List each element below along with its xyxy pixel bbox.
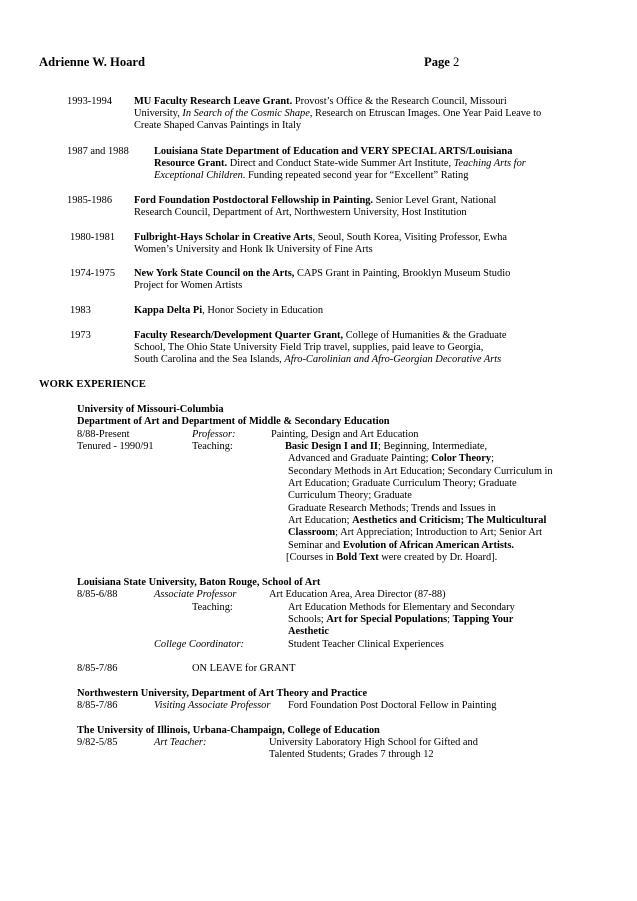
teaching-label: Teaching: — [192, 441, 233, 452]
grant-year: 1987 and 1988 — [67, 146, 129, 157]
course-text: Schools; — [288, 614, 327, 625]
grant-italic: Teaching Arts for — [453, 158, 526, 169]
institution-name: Northwestern University, Department of Art Theory and Practice — [77, 688, 368, 699]
grant-text: , Honor Society in Education — [202, 305, 324, 316]
job-date: 8/88-Present — [77, 429, 130, 440]
grant-text: University, — [134, 108, 183, 119]
course-text: ; — [447, 614, 453, 625]
job-description: Art Education Area, Area Director (87-88) — [269, 589, 446, 600]
course-text: ; Art Appreciation; Introduction to Art; Senior Art — [335, 527, 543, 538]
grant-text: College of Humanities & the Graduate — [343, 330, 507, 341]
grant-title: Kappa Delta Pi — [134, 305, 203, 316]
grant-line — [134, 108, 541, 121]
teaching-label: Teaching: — [192, 602, 233, 613]
page-label: Page — [424, 55, 450, 69]
institution-name: The University of Illinois, Urbana-Champaign, College of Education — [77, 725, 380, 736]
section-heading-work-experience: WORK EXPERIENCE — [39, 379, 146, 390]
grant-line — [154, 158, 526, 171]
course-text: Art Education; — [288, 515, 353, 526]
grant-title: Fulbright-Hays Scholar in Creative Arts — [134, 232, 313, 243]
course-text: ; — [491, 453, 494, 464]
course-text: [Courses in — [286, 552, 337, 563]
grant-text: , Seoul, South Korea, Visiting Professor, Ewha — [312, 232, 508, 243]
grant-text: . Funding repeated second year for “Excellent” Rating — [242, 170, 469, 181]
course-bold: Evolution of African American Artists. — [342, 540, 514, 551]
grant-line — [134, 305, 323, 318]
grant-line: School, The Ohio State University Field Trip travel, supplies, paid leave to Georgia, — [134, 342, 484, 353]
job-role: Visiting Associate Professor — [154, 700, 271, 711]
grant-year: 1983 — [70, 305, 91, 316]
course-bold: Tapping Your — [452, 614, 514, 625]
grant-text: Provost’s Office & the Research Council, Missouri — [292, 96, 507, 107]
leave-note: ON LEAVE for GRANT — [192, 663, 296, 674]
course-bold: Bold Text — [336, 552, 379, 563]
author-name: Adrienne W. Hoard — [39, 55, 146, 69]
grant-italic: Afro-Carolinian and Afro-Georgian Decorative Arts — [284, 354, 502, 365]
job-description: University Laboratory High School for Gifted and — [269, 737, 478, 748]
job-date: 9/82-5/85 — [77, 737, 118, 748]
job-role: College Coordinator: — [154, 639, 244, 650]
grant-line — [134, 195, 496, 208]
course-line: Art Education; Graduate Curriculum Theory; Graduate — [288, 478, 517, 489]
grant-year: 1980-1981 — [70, 232, 116, 243]
course-bold: Color Theory — [431, 453, 492, 464]
course-line: Secondary Methods in Art Education; Secondary Curriculum in — [288, 466, 553, 477]
grant-title: Ford Foundation Postdoctoral Fellowship in Painting. — [134, 195, 374, 206]
grant-line: Research Council, Department of Art, Northwestern University, Host Institution — [134, 207, 467, 218]
job-description: Student Teacher Clinical Experiences — [288, 639, 444, 650]
course-text: Advanced and Graduate Painting; — [288, 453, 432, 464]
course-bold: Aesthetics and Criticism; The Multicultural — [352, 515, 547, 526]
course-bold: Classroom — [288, 527, 336, 538]
course-line — [288, 515, 546, 528]
grant-title: MU Faculty Research Leave Grant. — [134, 96, 293, 107]
page-number-value: 2 — [453, 55, 460, 69]
course-note — [286, 552, 497, 565]
grant-line: Project for Women Artists — [134, 280, 243, 291]
job-date: Tenured - 1990/91 — [77, 441, 154, 452]
job-description: Painting, Design and Art Education — [271, 429, 419, 440]
course-line: Art Education Methods for Elementary and Secondary — [288, 602, 515, 613]
grant-italic: Exceptional Children — [154, 170, 243, 181]
grant-title: Faculty Research/Development Quarter Grant, — [134, 330, 344, 341]
institution-name: University of Missouri-Columbia — [77, 404, 224, 415]
grant-text: , Research on Etruscan Images. One Year Paid Leave to — [309, 108, 542, 119]
grant-year: 1973 — [70, 330, 91, 341]
grant-line — [134, 232, 507, 245]
course-line: Graduate Research Methods; Trends and Issues in — [288, 503, 496, 514]
grant-line — [154, 170, 468, 183]
course-text: ; Beginning, Intermediate, — [377, 441, 488, 452]
course-text: were created by Dr. Hoard]. — [378, 552, 498, 563]
course-line: Curriculum Theory; Graduate — [288, 490, 412, 501]
page-number — [424, 56, 459, 69]
job-description: Ford Foundation Post Doctoral Fellow in Painting — [288, 700, 497, 711]
grant-line: Create Shaped Canvas Paintings in Italy — [134, 120, 302, 131]
job-role: Art Teacher: — [154, 737, 207, 748]
grant-text: CAPS Grant in Painting, Brooklyn Museum Studio — [294, 268, 511, 279]
course-bold: Basic Design I and II — [285, 441, 378, 452]
grant-line — [134, 96, 507, 109]
grant-text: South Carolina and the Sea Islands, — [134, 354, 285, 365]
grant-title: Louisiana State Department of Education and VERY SPECIAL ARTS/Louisiana — [154, 146, 513, 157]
job-role: Professor: — [192, 429, 236, 440]
grant-year: 1985-1986 — [67, 195, 113, 206]
grant-title: New York State Council on the Arts, — [134, 268, 295, 279]
course-text: Seminar and — [288, 540, 343, 551]
grant-line: Women’s University and Honk Ik University of Fine Arts — [134, 244, 373, 255]
institution-name: Louisiana State University, Baton Rouge, School of Art — [77, 577, 321, 588]
grant-line — [134, 330, 506, 343]
job-date: 8/85-7/86 — [77, 700, 118, 711]
grant-line — [134, 268, 510, 281]
grant-year: 1974-1975 — [70, 268, 116, 279]
course-line — [285, 441, 487, 454]
course-bold: Art for Special Populations — [326, 614, 448, 625]
course-line — [288, 540, 514, 553]
job-date: 8/85-7/86 — [77, 663, 118, 674]
department-name: Department of Art and Department of Middle & Secondary Education — [77, 416, 390, 427]
grant-year: 1993-1994 — [67, 96, 113, 107]
grant-text: Direct and Conduct State-wide Summer Art Institute, — [227, 158, 454, 169]
course-bold: Aesthetic — [288, 626, 329, 637]
course-line — [288, 614, 513, 627]
grant-title: Resource Grant. — [154, 158, 228, 169]
job-role: Associate Professor — [154, 589, 237, 600]
course-line — [288, 527, 542, 540]
job-description: Talented Students; Grades 7 through 12 — [269, 749, 434, 760]
job-date: 8/85-6/88 — [77, 589, 118, 600]
course-line — [288, 453, 494, 466]
grant-text: Senior Level Grant, National — [373, 195, 497, 206]
grant-italic: In Search of the Cosmic Shape — [182, 108, 310, 119]
grant-line — [134, 354, 501, 367]
